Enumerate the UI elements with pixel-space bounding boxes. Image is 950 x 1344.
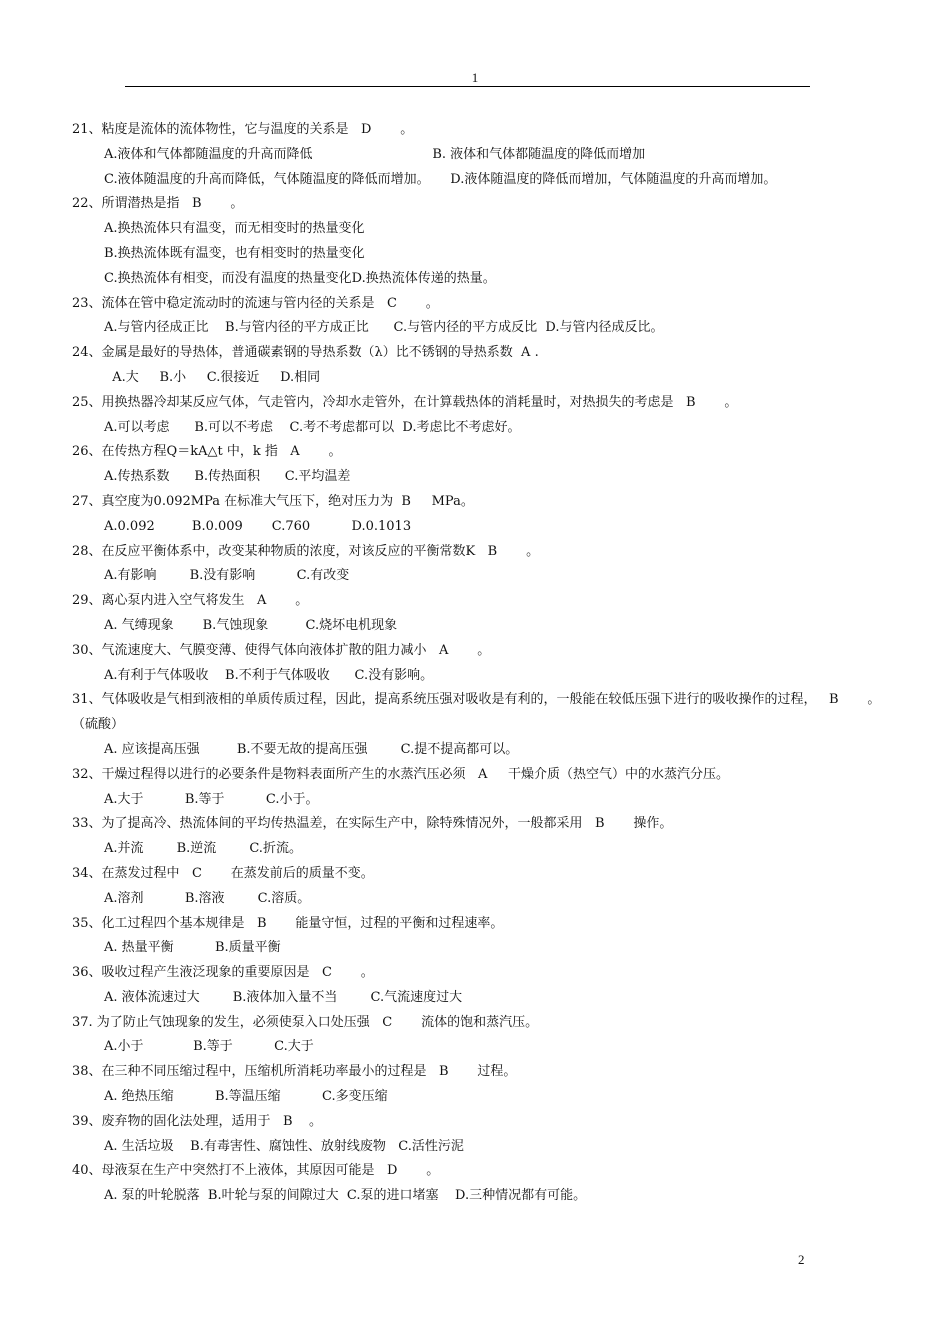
question-list [72, 118, 882, 1209]
answer-options: A.有利于气体吸收 B.不利于气体吸收 C.没有影响。 [104, 667, 434, 683]
answer-options: A. 气缚现象 B.气蚀现象 C.烧坏电机现象 [104, 617, 398, 633]
question-text: 34、在蒸发过程中 C 在蒸发前后的质量不变。 [72, 865, 374, 881]
question-text: 35、化工过程四个基本规律是 B 能量守恒，过程的平衡和过程速率。 [72, 915, 504, 931]
question-text: 37. 为了防止气蚀现象的发生，必须使泵入口处压强 C 流体的饱和蒸汽压。 [72, 1014, 539, 1030]
question-text: 23、流体在管中稳定流动时的流速与管内径的关系是 C 。 [72, 295, 439, 311]
answer-options: C.液体随温度的升高而降低，气体随温度的降低而增加。 D.液体随温度的降低而增加，气体随温度的升高而增加。 [104, 171, 777, 187]
question-text: 22、所谓潜热是指 B 。 [72, 196, 244, 212]
answer-options: A. 液体流速过大 B.液体加入量不当 C.气流速度过大 [104, 989, 463, 1005]
answer-options: A.换热流体只有温变，而无相变时的热量变化 [104, 221, 365, 237]
question-text: 29、离心泵内进入空气将发生 A 。 [72, 593, 309, 609]
answer-options: A.传热系数 B.传热面积 C.平均温差 [104, 469, 351, 485]
question-text: 27、真空度为0.092MPa 在标准大气压下，绝对压力为 B MPa。 [72, 493, 474, 509]
answer-options: A. 绝热压缩 B.等温压缩 C.多变压缩 [104, 1089, 388, 1105]
question-text: 28、在反应平衡体系中，改变某种物质的浓度，对该反应的平衡常数K B 。 [72, 543, 540, 559]
answer-options: A.可以考虑 B.可以不考虑 C.考不考虑都可以 D.考虑比不考虑好。 [104, 419, 521, 435]
answer-options: A. 生活垃圾 B.有毒害性、腐蚀性、放射线废物 C.活性污泥 [104, 1138, 464, 1154]
question-text: 26、在传热方程Q＝kA△t 中，k 指 A 。 [72, 444, 342, 460]
answer-options: A. 热量平衡 B.质量平衡 [104, 940, 281, 956]
answer-options: A.有影响 B.没有影响 C.有改变 [104, 568, 350, 584]
question-text: 32、干燥过程得以进行的必要条件是物料表面所产生的水蒸汽压必须 A 干燥介质（热空气）中的水蒸汽分压。 [72, 766, 729, 782]
answer-options: A.0.092 B.0.009 C.760 D.0.1013 [104, 518, 412, 534]
question-text: 24、金属是最好的导热体，普通碳素钢的导热系数（λ）比不锈钢的导热系数 A . [72, 345, 539, 361]
question-text: 31、气体吸收是气相到液相的单质传质过程，因此，提高系统压强对吸收是有利的，一般能在较低压强下进行的吸收操作的过程， B 。（硫酸） [72, 692, 881, 733]
answer-options: A.大于 B.等于 C.小于。 [104, 791, 319, 807]
question-text: 21、粘度是流体的流体物性，它与温度的关系是 D 。 [72, 122, 414, 137]
answer-options: A.大 B.小 C.很接近 D.相同 [104, 369, 321, 385]
answer-options: A.与管内径成正比 B.与管内径的平方成正比 C.与管内径的平方成反比 D.与管内径成反比。 [104, 320, 664, 336]
answer-options: A. 泵的叶轮脱落 B.叶轮与泵的间隙过大 C.泵的进口堵塞 D.三种情况都有可能。 [104, 1188, 587, 1204]
answer-options: A.小于 B.等于 C.大于 [104, 1039, 314, 1055]
question-text: 33、为了提高冷、热流体间的平均传热温差，在实际生产中，除特殊情况外，一般都采用 B 操作。 [72, 816, 673, 832]
answer-options: A.并流 B.逆流 C.折流。 [104, 841, 302, 857]
header-rule [125, 86, 810, 87]
answer-options: A.溶剂 B.溶液 C.溶质。 [104, 890, 311, 906]
answer-options: B.换热流体既有温变，也有相变时的热量变化 [104, 245, 365, 261]
answer-options: C.换热流体有相变，而没有温度的热量变化D.换热流体传递的热量。 [104, 270, 496, 286]
question-text: 36、吸收过程产生液泛现象的重要原因是 C 。 [72, 965, 374, 981]
question-text: 38、在三种不同压缩过程中，压缩机所消耗功率最小的过程是 B 过程。 [72, 1064, 517, 1080]
question-text: 25、用换热器冷却某反应气体，气走管内，冷却水走管外，在计算载热体的消耗量时，对热损失的考虑是 B 。 [72, 394, 738, 410]
answer-options: A.液体和气体都随温度的升高而降低 B. 液体和气体都随温度的降低而增加 [104, 146, 646, 162]
question-text: 39、废弃物的固化法处理，适用于 B 。 [72, 1113, 323, 1129]
question-text: 40、母液泵在生产中突然打不上液体，其原因可能是 D 。 [72, 1163, 440, 1179]
page-number: 2 [798, 1252, 805, 1267]
question-text: 30、气流速度大、气膜变薄、使得气体向液体扩散的阻力减小 A 。 [72, 642, 491, 658]
answer-options: A. 应该提高压强 B.不要无故的提高压强 C.提不提高都可以。 [104, 741, 519, 757]
page-header-number: 1 [471, 70, 479, 85]
